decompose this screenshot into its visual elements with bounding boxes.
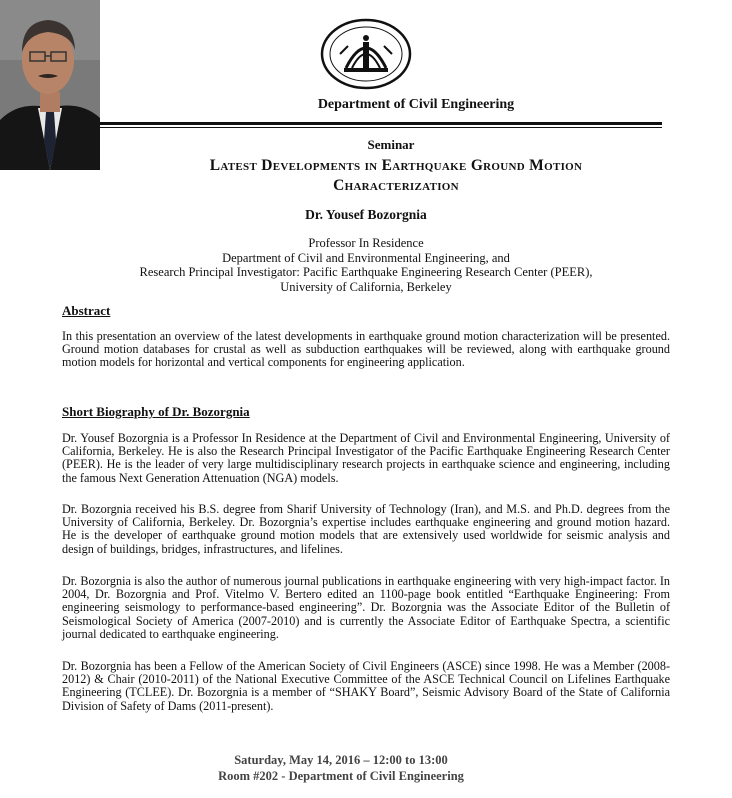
speaker-affiliation <box>40 236 692 294</box>
speaker-photo <box>0 0 100 170</box>
biography-paragraph: Dr. Yousef Bozorgnia is a Professor In Residence at the Department of Civil and Environmental Engineering, University of California, Berkeley. He is also the Research Principal Investigator of the Pacific Earthquake Engineering Research Center (PEER). He is the leader of very large multidisciplinary research projects in earthquake science and engineering, including the famous Next Generation Attenuation (NGA) models. <box>62 431 670 485</box>
affiliation-line: Professor In Residence <box>308 236 424 250</box>
header-divider-thick <box>100 122 662 125</box>
seminar-title <box>100 156 692 196</box>
abstract-heading: Abstract <box>62 303 111 318</box>
seminar-title-line1: Latest Developments in Earthquake Ground Motion <box>209 157 583 174</box>
speaker-name: Dr. Yousef Bozorgnia <box>305 207 427 222</box>
biography-paragraph: Dr. Bozorgnia received his B.S. degree from Sharif University of Technology (Iran), and M.S. and Ph.D. degrees from the University of California, Berkeley. Dr. Bozorgnia’s expertise includes earthquake engineering and ground motion hazard. He is the developer of earthquake ground motion models that are extensively used worldwide for seismic analysis and design of buildings, bridges, infrastructures, and lifelines. <box>62 502 670 556</box>
affiliation-line: Department of Civil and Environmental Engineering, and <box>222 250 510 265</box>
event-details <box>0 752 682 784</box>
event-datetime: Saturday, May 14, 2016 – 12:00 to 13:00 <box>234 753 448 767</box>
biography-paragraph: Dr. Bozorgnia is also the author of numerous journal publications in earthquake engineering with very high-impact factor. In 2004, Dr. Bozorgnia and Prof. Vitelmo V. Bertero edited an 1100-page book entitled “Earthquake Engineering: From engineering seismology to performance-based engineering”. Dr. Bozorgnia was the Associate Editor of the Bulletin of Seismological Society of America (2007-2010) and is currently the Associate Editor of Earthquake Spectra, a scientific journal dedicated to earthquake engineering. <box>62 574 670 641</box>
university-seal-icon <box>320 18 412 90</box>
event-location: Room #202 - Department of Civil Engineering <box>218 769 464 783</box>
abstract-text: In this presentation an overview of the latest developments in earthquake ground motion characterization will be presented. Ground motion databases for crustal as well as subduction earthquakes will be reviewed, along with earthquake ground motion models for horizontal and vertical components for engineering application. <box>62 329 670 370</box>
affiliation-line: Research Principal Investigator: Pacific Earthquake Engineering Research Center (PEER), <box>139 265 593 279</box>
seminar-title-line2: Characterization <box>333 177 459 194</box>
seminar-label: Seminar <box>367 137 415 152</box>
affiliation-line: University of California, Berkeley <box>280 279 452 294</box>
department-header: Department of Civil Engineering <box>317 97 515 112</box>
header-divider-thin <box>100 127 662 128</box>
speaker-portrait-image <box>0 0 100 170</box>
biography-paragraph: Dr. Bozorgnia has been a Fellow of the American Society of Civil Engineers (ASCE) since 1998. He was a Member (2008-2012) & Chair (2010-2011) of the National Executive Committee of the ASCE Technical Council on Lifelines Earthquake Engineering (TCLEE). Dr. Bozorgnia is a member of “SHAKY Board”, Seismic Advisory Board of the State of California Division of Safety of Dams (2011-present). <box>62 659 670 713</box>
biography-heading: Short Biography of Dr. Bozorgnia <box>62 404 250 419</box>
